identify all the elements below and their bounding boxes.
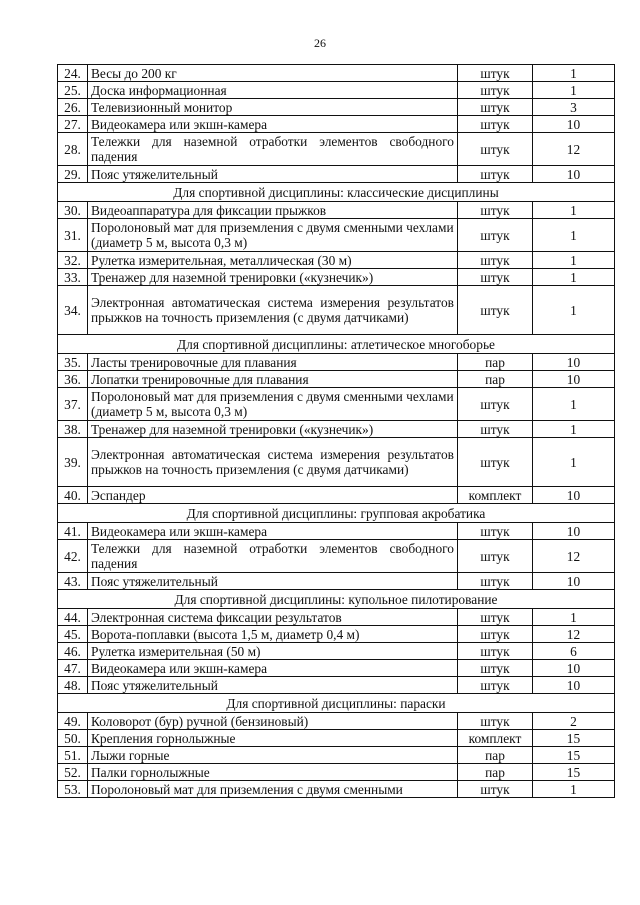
- section-title: Для спортивной дисциплины: классические дисциплины: [58, 183, 615, 202]
- item-unit: штук: [458, 269, 533, 286]
- item-quantity: 1: [533, 252, 615, 269]
- row-number: 36.: [58, 371, 88, 388]
- item-quantity: 1: [533, 421, 615, 438]
- item-unit: штук: [458, 82, 533, 99]
- table-row: [58, 573, 615, 590]
- item-name: Электронная автоматическая система измерения результатов прыжков на точность приземления (с двумя датчиками): [88, 286, 458, 335]
- item-name: Тележки для наземной отработки элементов свободного падения: [88, 540, 458, 573]
- row-number: 51.: [58, 747, 88, 764]
- item-unit: штук: [458, 65, 533, 82]
- row-number: 41.: [58, 523, 88, 540]
- row-number: 30.: [58, 202, 88, 219]
- table-row: [58, 421, 615, 438]
- row-number: 32.: [58, 252, 88, 269]
- item-name: Телевизионный монитор: [88, 99, 458, 116]
- row-number: 31.: [58, 219, 88, 252]
- item-quantity: 10: [533, 573, 615, 590]
- item-quantity: 1: [533, 388, 615, 421]
- item-name: Тренажер для наземной тренировки («кузнечик»): [88, 421, 458, 438]
- item-unit: штук: [458, 133, 533, 166]
- row-number: 34.: [58, 286, 88, 335]
- item-quantity: 10: [533, 371, 615, 388]
- section-title: Для спортивной дисциплины: параски: [58, 694, 615, 713]
- item-unit: пар: [458, 747, 533, 764]
- item-name: Видеокамера или экшн-камера: [88, 523, 458, 540]
- row-number: 27.: [58, 116, 88, 133]
- item-quantity: 3: [533, 99, 615, 116]
- item-name: Лыжи горные: [88, 747, 458, 764]
- row-number: 50.: [58, 730, 88, 747]
- item-quantity: 10: [533, 166, 615, 183]
- item-name: Ласты тренировочные для плавания: [88, 354, 458, 371]
- item-quantity: 1: [533, 781, 615, 798]
- item-unit: пар: [458, 354, 533, 371]
- section-header-row: [58, 504, 615, 523]
- item-quantity: 10: [533, 354, 615, 371]
- table-row: [58, 713, 615, 730]
- table-row: [58, 371, 615, 388]
- item-unit: пар: [458, 371, 533, 388]
- section-header-row: [58, 694, 615, 713]
- item-unit: штук: [458, 643, 533, 660]
- table-row: [58, 523, 615, 540]
- item-unit: штук: [458, 252, 533, 269]
- table-row: [58, 487, 615, 504]
- table-row: [58, 677, 615, 694]
- item-unit: штук: [458, 421, 533, 438]
- item-quantity: 15: [533, 764, 615, 781]
- item-unit: штук: [458, 438, 533, 487]
- table-row: [58, 82, 615, 99]
- table-row: [58, 660, 615, 677]
- item-name: Пояс утяжелительный: [88, 166, 458, 183]
- table-row: [58, 202, 615, 219]
- table-row: [58, 626, 615, 643]
- table-row: [58, 219, 615, 252]
- item-name: Весы до 200 кг: [88, 65, 458, 82]
- item-name: Поролоновый мат для приземления с двумя сменными чехлами (диаметр 5 м, высота 0,3 м): [88, 388, 458, 421]
- row-number: 44.: [58, 609, 88, 626]
- table-row: [58, 354, 615, 371]
- item-unit: пар: [458, 764, 533, 781]
- item-quantity: 1: [533, 438, 615, 487]
- item-name: Рулетка измерительная, металлическая (30 м): [88, 252, 458, 269]
- row-number: 38.: [58, 421, 88, 438]
- section-header-row: [58, 590, 615, 609]
- item-unit: штук: [458, 573, 533, 590]
- item-quantity: 10: [533, 677, 615, 694]
- item-name: Видеокамера или экшн-камера: [88, 660, 458, 677]
- section-title: Для спортивной дисциплины: купольное пилотирование: [58, 590, 615, 609]
- item-quantity: 12: [533, 540, 615, 573]
- item-name: Палки горнолыжные: [88, 764, 458, 781]
- row-number: 45.: [58, 626, 88, 643]
- row-number: 52.: [58, 764, 88, 781]
- item-quantity: 1: [533, 219, 615, 252]
- table-row: [58, 730, 615, 747]
- row-number: 24.: [58, 65, 88, 82]
- item-quantity: 12: [533, 133, 615, 166]
- item-quantity: 15: [533, 747, 615, 764]
- item-name: Видеоаппаратура для фиксации прыжков: [88, 202, 458, 219]
- row-number: 40.: [58, 487, 88, 504]
- item-quantity: 10: [533, 116, 615, 133]
- item-name: Рулетка измерительная (50 м): [88, 643, 458, 660]
- item-unit: штук: [458, 166, 533, 183]
- item-unit: штук: [458, 99, 533, 116]
- row-number: 26.: [58, 99, 88, 116]
- row-number: 25.: [58, 82, 88, 99]
- item-quantity: 1: [533, 65, 615, 82]
- section-title: Для спортивной дисциплины: атлетическое многоборье: [58, 335, 615, 354]
- item-name: Электронная система фиксации результатов: [88, 609, 458, 626]
- item-name: Видеокамера или экшн-камера: [88, 116, 458, 133]
- row-number: 37.: [58, 388, 88, 421]
- item-quantity: 15: [533, 730, 615, 747]
- item-name: Лопатки тренировочные для плавания: [88, 371, 458, 388]
- table-row: [58, 540, 615, 573]
- row-number: 46.: [58, 643, 88, 660]
- item-quantity: 10: [533, 487, 615, 504]
- table-row: [58, 764, 615, 781]
- item-quantity: 12: [533, 626, 615, 643]
- table-row: [58, 65, 615, 82]
- item-name: Доска информационная: [88, 82, 458, 99]
- item-quantity: 1: [533, 286, 615, 335]
- item-name: Крепления горнолыжные: [88, 730, 458, 747]
- table-row: [58, 438, 615, 487]
- item-name: Тележки для наземной отработки элементов свободного падения: [88, 133, 458, 166]
- section-title: Для спортивной дисциплины: групповая акробатика: [58, 504, 615, 523]
- item-quantity: 1: [533, 269, 615, 286]
- item-name: Поролоновый мат для приземления с двумя сменными: [88, 781, 458, 798]
- item-quantity: 6: [533, 643, 615, 660]
- item-unit: штук: [458, 626, 533, 643]
- table-row: [58, 166, 615, 183]
- table-row: [58, 781, 615, 798]
- row-number: 28.: [58, 133, 88, 166]
- section-header-row: [58, 335, 615, 354]
- item-unit: комплект: [458, 487, 533, 504]
- row-number: 48.: [58, 677, 88, 694]
- item-unit: штук: [458, 388, 533, 421]
- row-number: 29.: [58, 166, 88, 183]
- item-unit: штук: [458, 713, 533, 730]
- row-number: 43.: [58, 573, 88, 590]
- table-row: [58, 269, 615, 286]
- item-quantity: 2: [533, 713, 615, 730]
- item-name: Эспандер: [88, 487, 458, 504]
- item-unit: штук: [458, 286, 533, 335]
- row-number: 49.: [58, 713, 88, 730]
- item-name: Пояс утяжелительный: [88, 677, 458, 694]
- item-name: Ворота-поплавки (высота 1,5 м, диаметр 0,4 м): [88, 626, 458, 643]
- item-unit: штук: [458, 219, 533, 252]
- row-number: 42.: [58, 540, 88, 573]
- item-quantity: 1: [533, 82, 615, 99]
- item-unit: штук: [458, 660, 533, 677]
- row-number: 53.: [58, 781, 88, 798]
- item-unit: штук: [458, 523, 533, 540]
- row-number: 35.: [58, 354, 88, 371]
- row-number: 39.: [58, 438, 88, 487]
- table-row: [58, 643, 615, 660]
- item-unit: штук: [458, 202, 533, 219]
- item-name: Электронная автоматическая система измерения результатов прыжков на точность приземления (с двумя датчиками): [88, 438, 458, 487]
- page-number: 26: [314, 36, 326, 50]
- item-unit: штук: [458, 677, 533, 694]
- section-header-row: [58, 183, 615, 202]
- item-quantity: 10: [533, 523, 615, 540]
- table-row: [58, 116, 615, 133]
- item-name: Поролоновый мат для приземления с двумя сменными чехлами (диаметр 5 м, высота 0,3 м): [88, 219, 458, 252]
- item-unit: штук: [458, 540, 533, 573]
- table-row: [58, 388, 615, 421]
- item-unit: штук: [458, 781, 533, 798]
- item-name: Тренажер для наземной тренировки («кузнечик»): [88, 269, 458, 286]
- table-row: [58, 747, 615, 764]
- item-quantity: 10: [533, 660, 615, 677]
- item-name: Пояс утяжелительный: [88, 573, 458, 590]
- item-quantity: 1: [533, 609, 615, 626]
- table-row: [58, 99, 615, 116]
- item-unit: штук: [458, 609, 533, 626]
- item-name: Коловорот (бур) ручной (бензиновый): [88, 713, 458, 730]
- row-number: 47.: [58, 660, 88, 677]
- equipment-table: [57, 64, 615, 798]
- table-row: [58, 286, 615, 335]
- table-row: [58, 252, 615, 269]
- table-row: [58, 609, 615, 626]
- item-unit: штук: [458, 116, 533, 133]
- table-row: [58, 133, 615, 166]
- item-unit: комплект: [458, 730, 533, 747]
- item-quantity: 1: [533, 202, 615, 219]
- row-number: 33.: [58, 269, 88, 286]
